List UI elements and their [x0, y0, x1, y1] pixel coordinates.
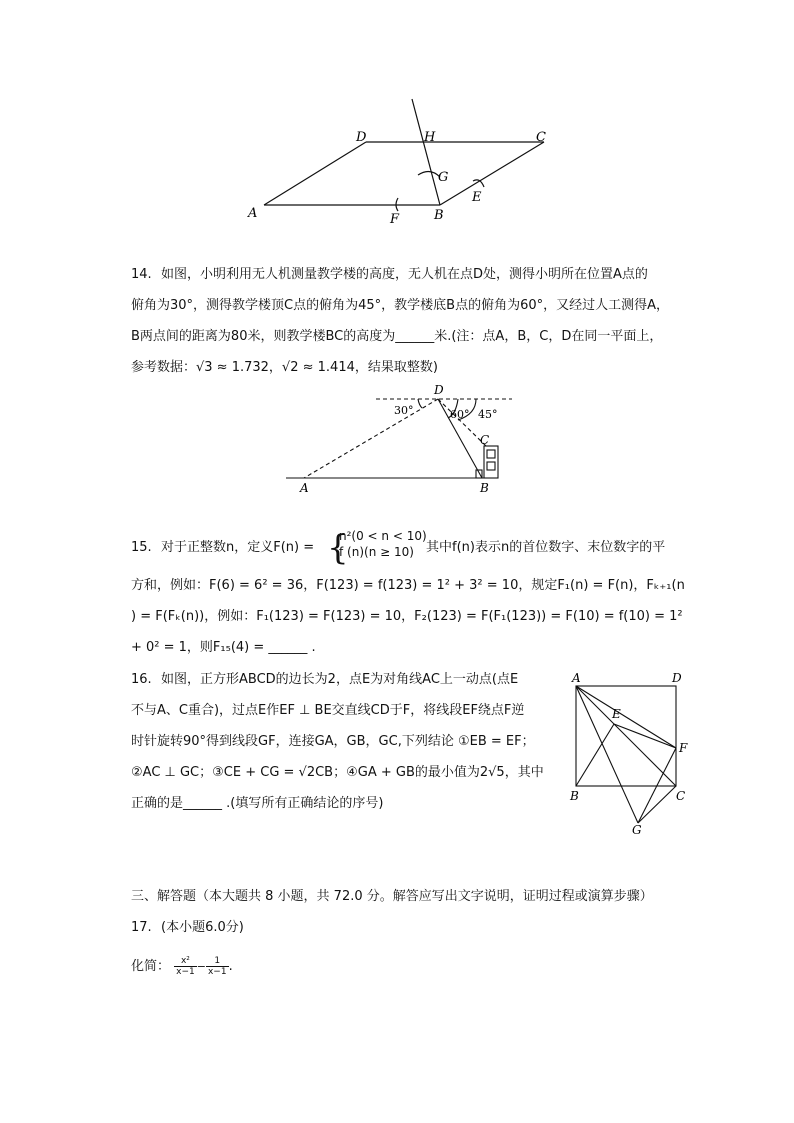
label-e: E — [472, 190, 482, 205]
fraction-1-numerator: x² — [174, 956, 197, 967]
label-a: A — [248, 206, 258, 221]
segment-bc — [440, 142, 544, 205]
q14-line2: 俯角为30°，测得教学楼顶C点的俯角为45°，教学楼底B点的俯角为60°，又经过人工测得A， — [131, 298, 670, 313]
fraction-2-numerator: 1 — [206, 956, 229, 967]
q16-line2: 不与A、C重合)，过点E作EF ⊥ BE交直线CD于F，将线段EF绕点F逆 — [131, 703, 525, 718]
q14-line1: 如图，小明利用无人机测量教学楼的高度，无人机在点D处，测得小明所在位置A点的 — [161, 267, 648, 282]
angle-60-label: 60° — [450, 408, 470, 421]
q14-line4: 参考数据：√3 ≈ 1.732，√2 ≈ 1.414，结果取整数) — [131, 360, 438, 375]
q15-line1b: 其中f(n)表示n的首位数字、末位数字的平 — [426, 540, 666, 555]
q16-number: 16. — [131, 672, 152, 687]
fig14-label-d: D — [434, 383, 444, 397]
parallelogram-figure — [240, 95, 560, 230]
segment-ef — [614, 724, 676, 748]
fig16-label-e: E — [612, 707, 621, 721]
line-dc — [438, 399, 486, 446]
minus-sign: − — [196, 960, 206, 973]
q16-line3: 时针旋转90°得到线段GF，连接GA，GB，GC,下列结论 ①EB = EF； — [131, 734, 535, 749]
q15-line3: ) = F(Fₖ(n))，例如：F₁(123) = F(123) = 10，F₂(123) = F(F₁(123)) = F(10) = f(10) = 1² — [131, 609, 683, 624]
label-d: D — [356, 130, 367, 145]
arc-g — [418, 171, 440, 177]
arc-30 — [418, 399, 422, 408]
drone-figure — [280, 380, 530, 495]
section3-title: 三、解答题（本大题共 8 小题，共 72.0 分。解答应写出文字说明，证明过程或演算步骤） — [131, 889, 653, 904]
segment-af — [576, 686, 676, 748]
fraction-1-denominator: x−1 — [176, 967, 195, 977]
label-h: H — [424, 130, 436, 145]
q15-case2: f (n)(n ≥ 10) — [339, 545, 414, 559]
diagonal-ac — [576, 686, 676, 786]
q14-number: 14. — [131, 267, 152, 282]
angle-45-label: 45° — [478, 408, 498, 421]
line-da — [304, 399, 438, 478]
window-2 — [487, 462, 495, 470]
fig16-label-g: G — [632, 823, 642, 837]
q15-number: 15. — [131, 540, 152, 555]
fig14-label-c: C — [480, 433, 490, 447]
fig16-label-c: C — [676, 789, 686, 803]
angle-30-label: 30° — [394, 404, 414, 417]
label-f: F — [390, 212, 400, 227]
segment-ag — [576, 686, 638, 823]
q15-line1a: 对于正整数n，定义F(n) = — [161, 540, 315, 555]
fraction-2-denominator: x−1 — [207, 967, 227, 977]
q16-line1: 如图，正方形ABCD的边长为2，点E为对角线AC上一动点(点E — [161, 672, 519, 687]
q17-end: . — [228, 959, 233, 974]
label-b: B — [434, 208, 444, 223]
q17-number: 17. — [131, 920, 152, 935]
fig16-label-a: A — [572, 671, 581, 685]
q15-brace: { — [327, 528, 349, 568]
fig14-label-a: A — [300, 481, 309, 495]
q15-line4: + 0² = 1，则F₁₅(4) = ______ . — [131, 640, 316, 655]
fig16-label-f: F — [679, 741, 688, 755]
fig16-label-d: D — [672, 671, 682, 685]
q15-case1: n²(0 < n < 10) — [339, 529, 427, 543]
q14-line3: B两点间的距离为80米，则教学楼BC的高度为______米.(注：点A，B，C，D在同一平面上， — [131, 329, 663, 344]
fraction-2 — [206, 956, 229, 977]
q17-expression — [131, 952, 233, 982]
q16-line5: 正确的是______ .(填写所有正确结论的序号) — [131, 796, 384, 811]
q17-prompt: 化简： — [131, 959, 171, 974]
bisector-line — [412, 99, 440, 205]
q17-header: (本小题6.0分) — [161, 920, 244, 935]
segment-ad — [264, 142, 366, 205]
fig14-label-b: B — [480, 481, 489, 495]
segment-gc — [638, 786, 676, 823]
label-g: G — [438, 170, 449, 185]
fig16-label-b: B — [570, 789, 579, 803]
window-1 — [487, 450, 495, 458]
q16-line4: ②AC ⊥ GC；③CE + CG = √2CB；④GA + GB的最小值为2√5，其中 — [131, 765, 544, 780]
label-c: C — [536, 130, 546, 145]
square-figure — [562, 668, 702, 838]
segment-be — [576, 724, 614, 786]
q15-line2: 方和，例如：F(6) = 6² = 36，F(123) = f(123) = 1² + 3² = 10，规定F₁(n) = F(n)，Fₖ₊₁(n — [131, 578, 685, 593]
fraction-1 — [174, 956, 197, 977]
